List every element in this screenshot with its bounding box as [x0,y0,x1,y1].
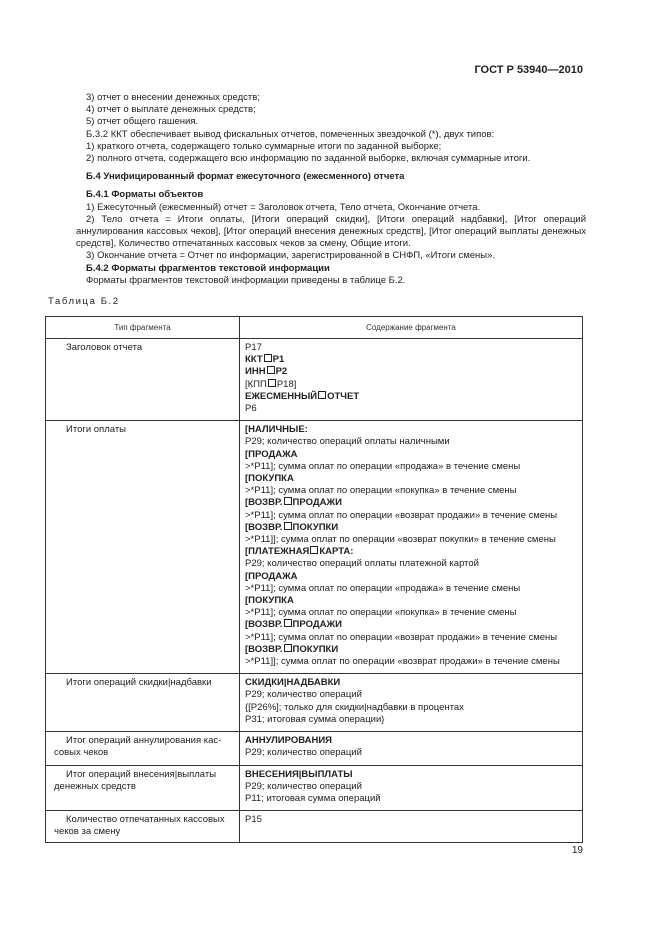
fragment-content-part: {[P26%]; только для скидки|надбавки в процентах [245,701,464,713]
page-number: 19 [571,845,583,856]
fragment-content-part: >*P11]; сумма оплат по операции «возврат продажи» в течение смены [245,631,558,643]
fragment-content-part: >*P11]; сумма оплат по операции «продажа» в течение смены [245,460,521,472]
fragment-content-cell [240,811,583,842]
table-row [46,674,583,732]
fragment-content-part: [КПП [245,378,267,390]
fragment-content-line [245,391,578,403]
table-row [46,811,583,842]
fragment-content-part: P31; итоговая сумма операции} [245,713,385,725]
fragment-content-part: P11; итоговая сумма операций [245,792,381,804]
fragment-content-part: [НАЛИЧНЫЕ: [245,424,308,436]
fragment-content-part: P29; количество операций [245,780,362,792]
fragment-content-line [245,342,578,354]
fragment-content-line [245,677,578,689]
fragment-content-line [245,571,578,583]
fragment-content-part: >*P11]]; сумма оплат по операции «возврат продажи» в течение смены [245,656,560,668]
fragment-content-line [245,689,578,701]
fragment-type-text: Итоги операций скидки|надбавки [66,677,212,689]
fragment-content-line [245,510,578,522]
fragment-content-cell [240,339,583,421]
fragment-content-part: [ВОЗВР. [245,619,283,631]
fragment-content-line [245,747,578,759]
table-body [46,339,583,843]
fragment-content-part: [ВОЗВР. [245,521,283,533]
fragment-content-part: P29; количество операций [245,689,362,701]
fragment-content-line [245,769,578,781]
fragment-type-cell [46,765,240,811]
table-header-row [46,317,583,339]
fragment-content-part: [ПОКУПКА [245,595,294,607]
fragment-content-part: [ВОЗВР. [245,497,283,509]
fragment-content-line [245,436,578,448]
fragment-content-part: P6 [245,403,257,415]
fragment-content-line [245,497,578,509]
fragment-content-part: ПРОДАЖИ [292,619,342,631]
fragment-content-line [245,379,578,391]
fragment-content-line [245,449,578,461]
intro-text [76,92,586,287]
fragment-type-cell [46,811,240,842]
space-symbol-icon [284,497,292,505]
fragment-content-line [245,424,578,436]
fragment-type-text: чеков за смену [54,826,121,838]
space-symbol-icon [318,391,326,399]
fragment-content-part: P2 [275,366,288,378]
fragment-type-text: Итог операций внесения|выплаты [66,768,217,780]
fragment-content-line [245,522,578,534]
column-header-content: Содержание фрагмента [240,317,583,339]
fragment-content-line [245,534,578,546]
fragment-type-text: денежных средств [54,780,136,792]
fragment-type-text: Заголовок отчета [66,342,143,353]
fragment-type-cell [46,674,240,732]
space-symbol-icon [284,644,292,652]
fragment-content-cell [240,732,583,765]
fragment-content-cell [240,765,583,811]
fragment-content-part: >*P11]; сумма оплат по операции «покупка» в течение смены [245,607,517,619]
fragment-type-text: Итоги оплаты [66,424,126,436]
fragment-content-cell [240,674,583,732]
fragment-content-part: КАРТА: [319,546,354,558]
fragment-content-part: P29; количество операций оплаты наличными [245,436,450,448]
paragraph-b42: Форматы фрагментов текстовой информации приведены в таблице Б.2. [86,274,406,286]
fragment-type-text: Итог операций аннулирования кас- [66,735,222,747]
column-header-type: Тип фрагмента [46,317,240,339]
fragment-content-part: P15 [245,814,262,826]
table-row [46,421,583,674]
fragment-content-line [245,583,578,595]
fragment-content-line [245,793,578,805]
fragment-content-line [245,702,578,714]
space-symbol-icon [284,619,292,627]
space-symbol-icon [268,379,276,387]
fragment-content-part: СКИДКИ|НАДБАВКИ [245,677,341,689]
fragment-content-part: [ВОЗВР. [245,643,283,655]
fragment-content-part: P17 [245,342,262,353]
space-symbol-icon [284,522,292,530]
fragment-content-part: ВНЕСЕНИЯ|ВЫПЛАТЫ [245,768,353,780]
list-item: 3) Окончание отчета = Отчет по информации, зарегистрированной в СНФП, «Итоги смены». [86,250,496,262]
fragment-content-line [245,403,578,415]
fragment-content-part: [ПЛАТЕЖНАЯ [245,546,310,558]
fragment-content-part: >*P11]; сумма оплат по операции «покупка» в течение смены [245,485,517,497]
table-row [46,732,583,765]
fragment-content-line [245,366,578,378]
fragment-content-part: P29; количество операций [245,747,362,759]
list-item: 3) отчет о внесении денежных средств; [86,92,260,103]
space-symbol-icon [310,546,318,554]
fragment-content-line [245,632,578,644]
fragment-content-part: ПОКУПКИ [292,521,339,533]
fragment-content-line [245,558,578,570]
fragment-content-part: P18] [276,378,297,390]
fragment-content-cell [240,421,583,674]
fragment-content-part: >*P11]]; сумма оплат по операции «возврат покупки» в течение смены [245,534,556,546]
fragment-content-part: P1 [272,354,285,366]
fragment-content-part: [ПОКУПКА [245,473,294,485]
fragment-content-line [245,607,578,619]
fragment-content-line [245,461,578,473]
list-item: 1) краткого отчета, содержащего только суммарные итоги по заданной выборке; [86,140,442,152]
subsection-heading-b42: Б.4.2 Форматы фрагментов текстовой информации [86,262,330,274]
fragment-content-line [245,644,578,656]
fragment-content-line [245,619,578,631]
list-item: 2) полного отчета, содержащего всю информацию по заданной выборке, включая суммарные итоги. [86,153,531,165]
fragment-type-cell [46,732,240,765]
list-item: 1) Ежесуточный (ежесменный) отчет = Заголовок отчета, Тело отчета, Окончание отчета. [86,201,481,213]
paragraph-b32: Б.3.2 ККТ обеспечивает вывод фискальных отчетов, помеченных звездочкой (*), двух типов: [86,128,495,140]
fragments-table [45,316,583,843]
table-caption: Таблица Б.2 [48,296,120,307]
space-symbol-icon [264,354,272,362]
table-row [46,339,583,421]
list-item: 4) отчет о выплате денежных средств; [86,104,256,116]
fragment-content-part: >*P11]; сумма оплат по операции «возврат продажи» в течение смены [245,509,558,521]
section-heading-b4: Б.4 Унифицированный формат ежесуточного (ежесменного) отчета [86,171,405,183]
list-item: 5) отчет общего гашения. [86,116,199,128]
fragment-content-part: >*P11]; сумма оплат по операции «продажа» в течение смены [245,582,521,594]
fragment-content-part: ККТ [245,354,263,366]
fragment-content-part: ЕЖЕСМЕННЫЙ [245,390,318,402]
fragment-content-part: ИНН [245,366,266,378]
fragment-type-text: совых чеков [54,747,109,759]
fragment-type-cell [46,339,240,421]
fragment-content-line [245,735,578,747]
list-item: 2) Тело отчета = Итоги оплаты, [Итоги операций скидки], [Итоги операций надбавки], [Итог операций аннулирования кассовых чеков], [Итог операций внесения денежных средств], [Итог операций выплаты денежных средств], Количество отпечатанных кассовых чеков за смену, Общие итоги. [76,213,586,250]
fragment-content-part: ПРОДАЖИ [292,497,342,509]
fragment-content-part: P29; количество операций оплаты платежной картой [245,558,479,570]
fragment-content-line [245,354,578,366]
fragment-content-part: АННУЛИРОВАНИЯ [245,735,332,747]
document-id: ГОСТ Р 53940—2010 [474,64,583,76]
fragment-content-line [245,595,578,607]
fragment-content-part: ОТЧЕТ [327,390,360,402]
table-row [46,765,583,811]
fragment-content-line [245,473,578,485]
fragment-type-text: Количество отпечатанных кассовых [66,814,225,826]
fragment-content-part: [ПРОДАЖА [245,570,298,582]
fragment-content-line [245,814,578,826]
fragment-content-line [245,656,578,668]
fragment-content-line [245,781,578,793]
subsection-heading-b41: Б.4.1 Форматы объектов [86,189,204,201]
fragment-content-part: [ПРОДАЖА [245,448,298,460]
fragment-content-line [245,714,578,726]
fragment-type-cell [46,421,240,674]
space-symbol-icon [267,366,275,374]
fragment-content-line [245,485,578,497]
fragment-content-line [245,546,578,558]
fragment-content-part: ПОКУПКИ [292,643,339,655]
